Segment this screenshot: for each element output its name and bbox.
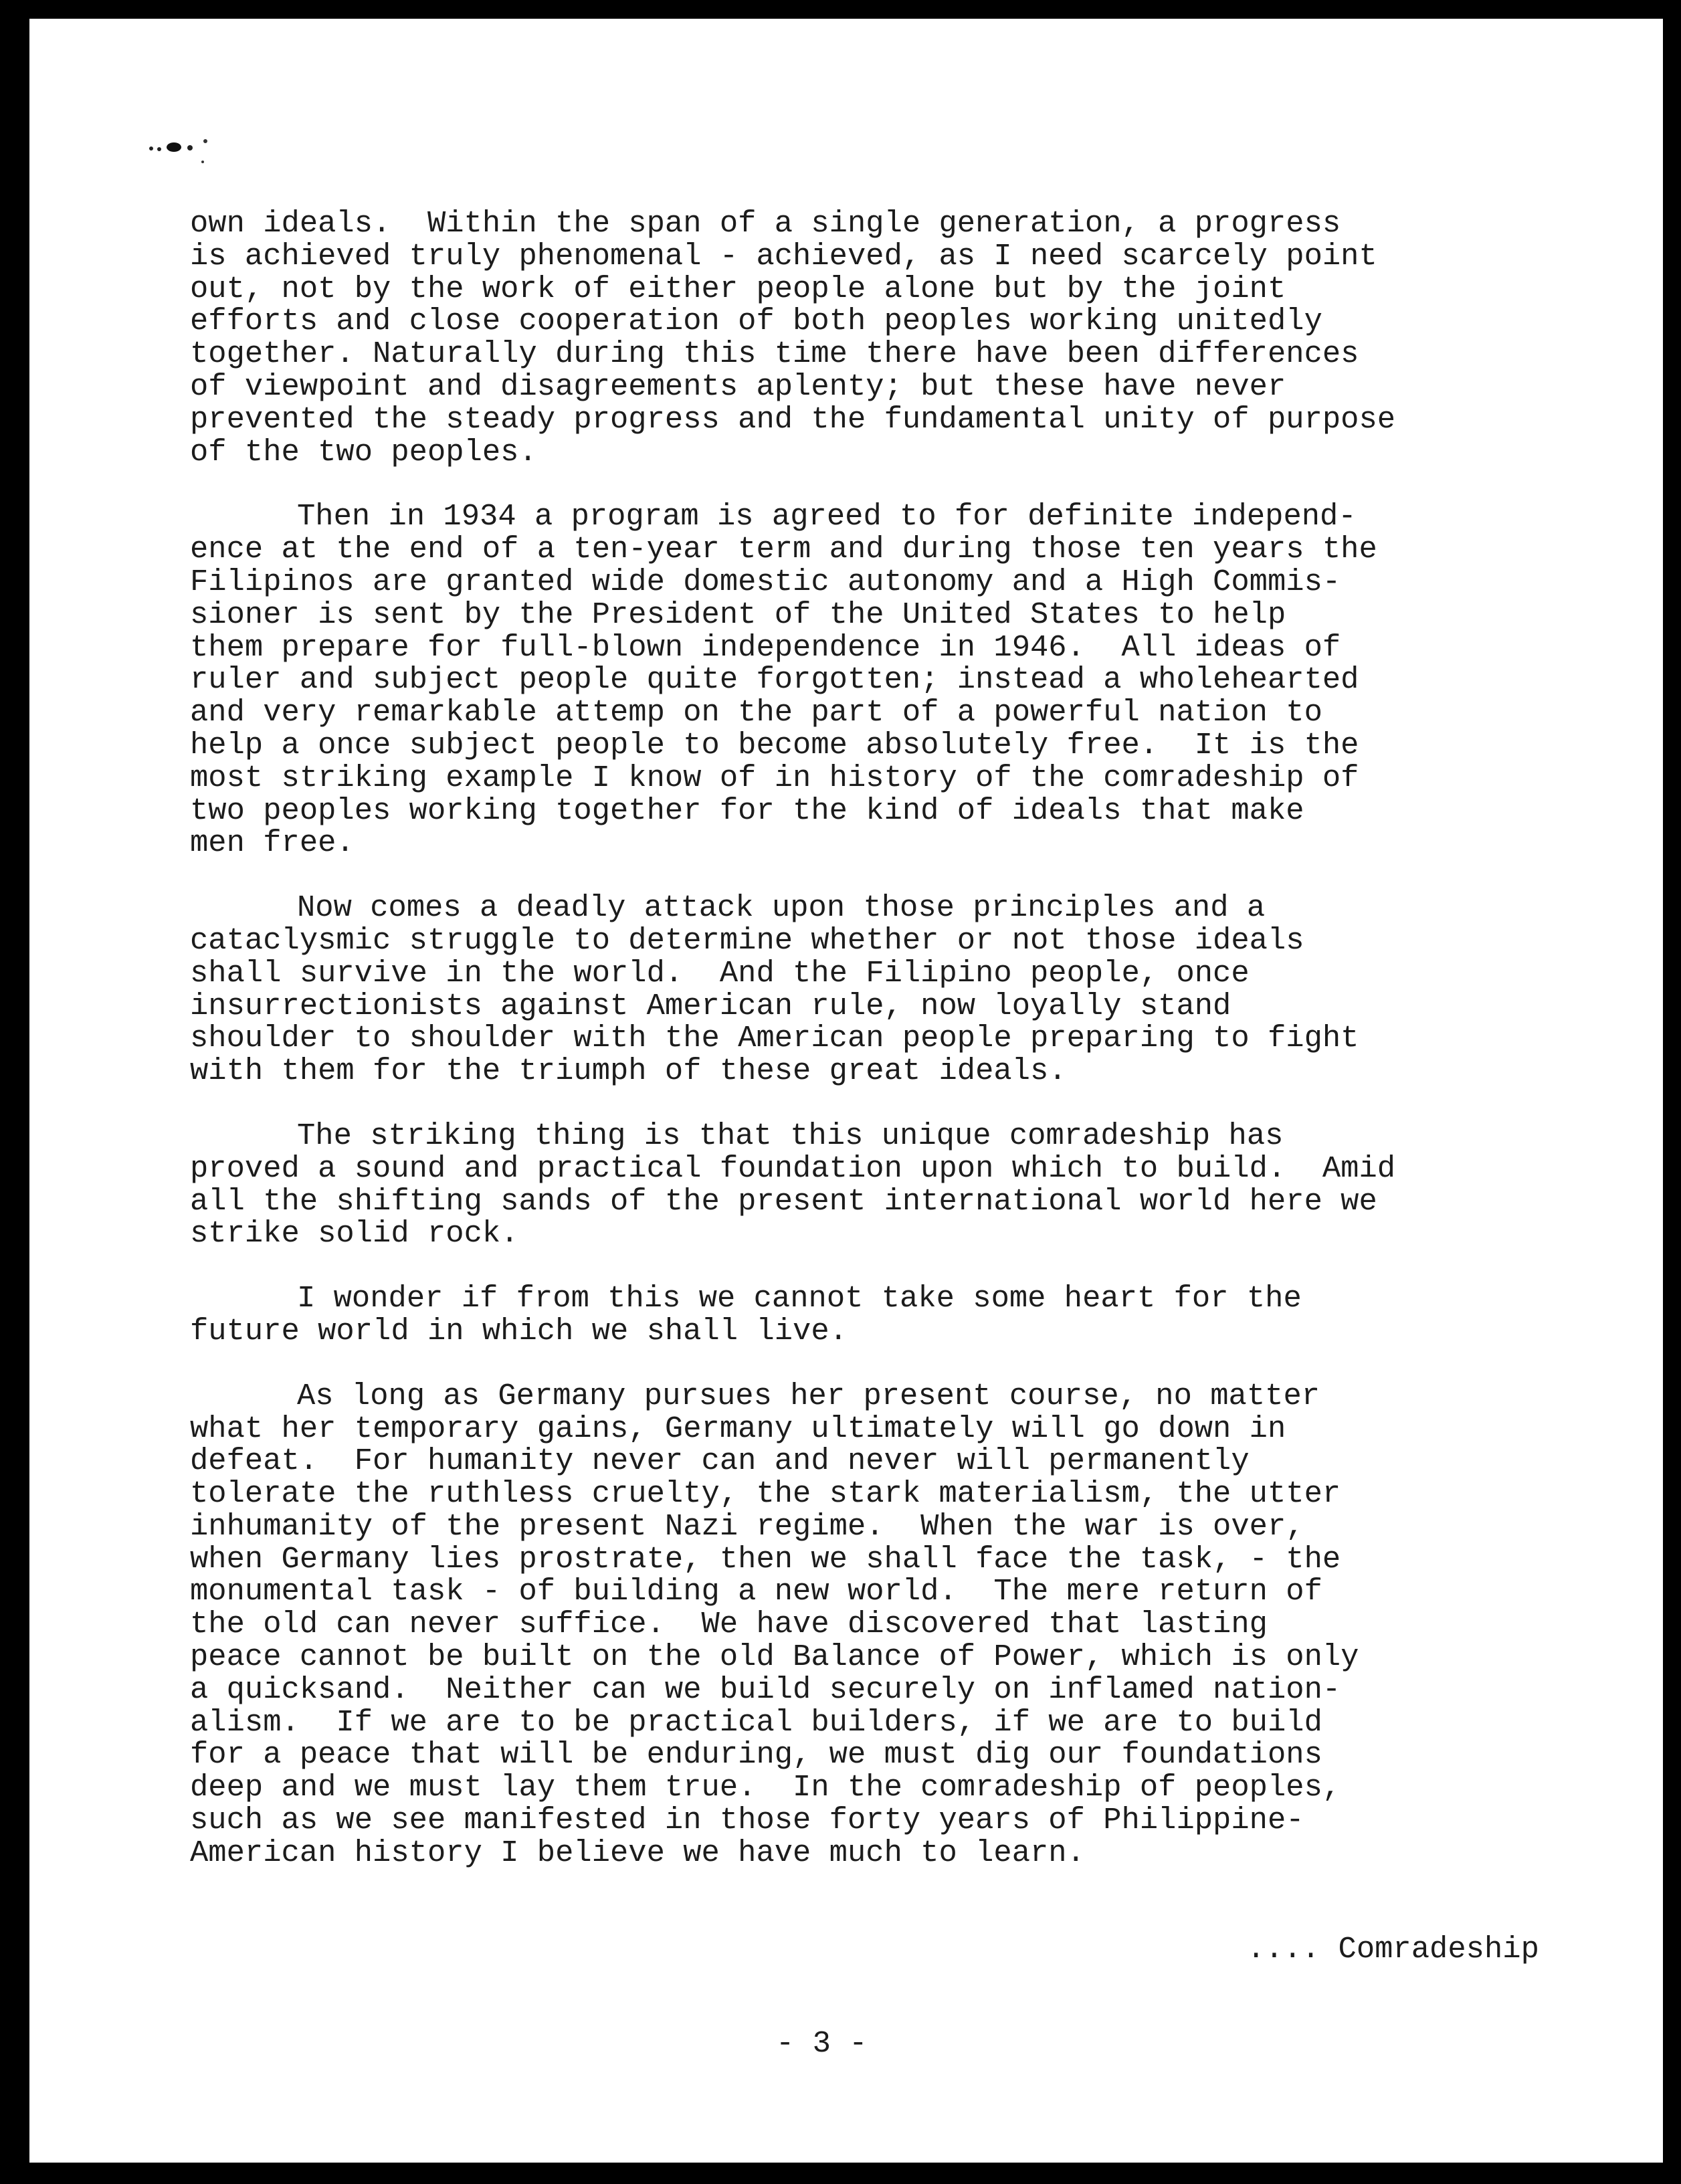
text-line: Now comes a deadly attack upon those principles and a <box>297 890 1266 926</box>
text-line: The striking thing is that this unique comradeship has <box>297 1118 1284 1153</box>
text-line: shall survive in the world. And the Filipino people, once <box>190 955 1250 991</box>
text-line: with them for the triumph of these great ideals. <box>190 1054 1067 1089</box>
text-line: peace cannot be built on the old Balance of Power, which is only <box>190 1640 1359 1675</box>
text-line: ence at the end of a ten-year term and during those ten years the <box>190 532 1377 567</box>
text-line: sioner is sent by the President of the United States to help <box>190 597 1286 632</box>
text-line: out, not by the work of either people alone but by the joint <box>190 271 1286 306</box>
text-line: is achieved truly phenomenal - achieved, as I need scarcely point <box>190 238 1377 274</box>
catchword: .... Comradeship <box>1247 1932 1539 1967</box>
text-line: proved a sound and practical foundation upon which to build. Amid <box>190 1151 1396 1186</box>
text-line: two peoples working together for the kind of ideals that make <box>190 793 1304 828</box>
text-line: when Germany lies prostrate, then we shall face the task, - the <box>190 1541 1341 1577</box>
page-number: - 3 - <box>776 2026 868 2061</box>
text-line: help a once subject people to become absolutely free. It is the <box>190 727 1359 763</box>
text-line: American history I believe we have much to learn. <box>190 1835 1085 1870</box>
text-line: alism. If we are to be practical builders, if we are to build <box>190 1704 1322 1740</box>
text-line: a quicksand. Neither can we build securely on inflamed nation- <box>190 1672 1341 1707</box>
ink-specks <box>142 119 289 186</box>
text-line: efforts and close cooperation of both peoples working unitedly <box>190 304 1322 339</box>
text-line: tolerate the ruthless cruelty, the stark materialism, the utter <box>190 1476 1341 1512</box>
text-line: men free. <box>190 825 355 861</box>
text-line: deep and we must lay them true. In the comradeship of peoples, <box>190 1770 1341 1805</box>
paragraph <box>190 892 1588 1088</box>
text-line: prevented the steady progress and the fundamental unity of purpose <box>190 401 1396 437</box>
text-line: of viewpoint and disagreements aplenty; but these have never <box>190 369 1286 404</box>
text-line: As long as Germany pursues her present course, no matter <box>297 1378 1320 1413</box>
paragraph <box>190 500 1588 860</box>
text-line: shoulder to shoulder with the American people preparing to fight <box>190 1021 1359 1056</box>
text-line: inhumanity of the present Nazi regime. When the war is over, <box>190 1508 1304 1544</box>
text-line: together. Naturally during this time there have been differences <box>190 336 1359 372</box>
text-line: such as we see manifested in those forty years of Philippine- <box>190 1803 1304 1838</box>
paragraph <box>190 1380 1588 1870</box>
document-page <box>29 19 1663 2163</box>
text-line: future world in which we shall live. <box>190 1313 848 1349</box>
text-line: and very remarkable attemp on the part of a powerful nation to <box>190 695 1322 730</box>
text-line: Then in 1934 a program is agreed to for definite independ- <box>297 499 1357 534</box>
text-line: most striking example I know of in history of the comradeship of <box>190 760 1359 795</box>
text-line: insurrectionists against American rule, now loyally stand <box>190 988 1231 1023</box>
text-line: own ideals. Within the span of a single generation, a progress <box>190 206 1341 241</box>
text-line: all the shifting sands of the present international world here we <box>190 1183 1377 1219</box>
text-line: cataclysmic struggle to determine whether or not those ideals <box>190 922 1304 958</box>
text-line: I wonder if from this we cannot take some heart for the <box>297 1281 1302 1316</box>
text-line: what her temporary gains, Germany ultimately will go down in <box>190 1411 1286 1446</box>
text-line: for a peace that will be enduring, we must dig our foundations <box>190 1737 1322 1773</box>
paragraph <box>190 1120 1588 1250</box>
paragraph <box>190 207 1588 468</box>
text-line: strike solid rock. <box>190 1216 519 1252</box>
body-text <box>190 207 1588 1902</box>
text-line: the old can never suffice. We have discovered that lasting <box>190 1607 1268 1642</box>
paragraph <box>190 1282 1588 1348</box>
text-line: of the two peoples. <box>190 434 537 470</box>
text-line: defeat. For humanity never can and never will permanently <box>190 1444 1250 1479</box>
text-line: Filipinos are granted wide domestic autonomy and a High Commis- <box>190 564 1341 599</box>
text-line: monumental task - of building a new world. The mere return of <box>190 1574 1322 1609</box>
text-line: ruler and subject people quite forgotten; instead a wholehearted <box>190 662 1359 698</box>
text-line: them prepare for full-blown independence in 1946. All ideas of <box>190 629 1341 665</box>
